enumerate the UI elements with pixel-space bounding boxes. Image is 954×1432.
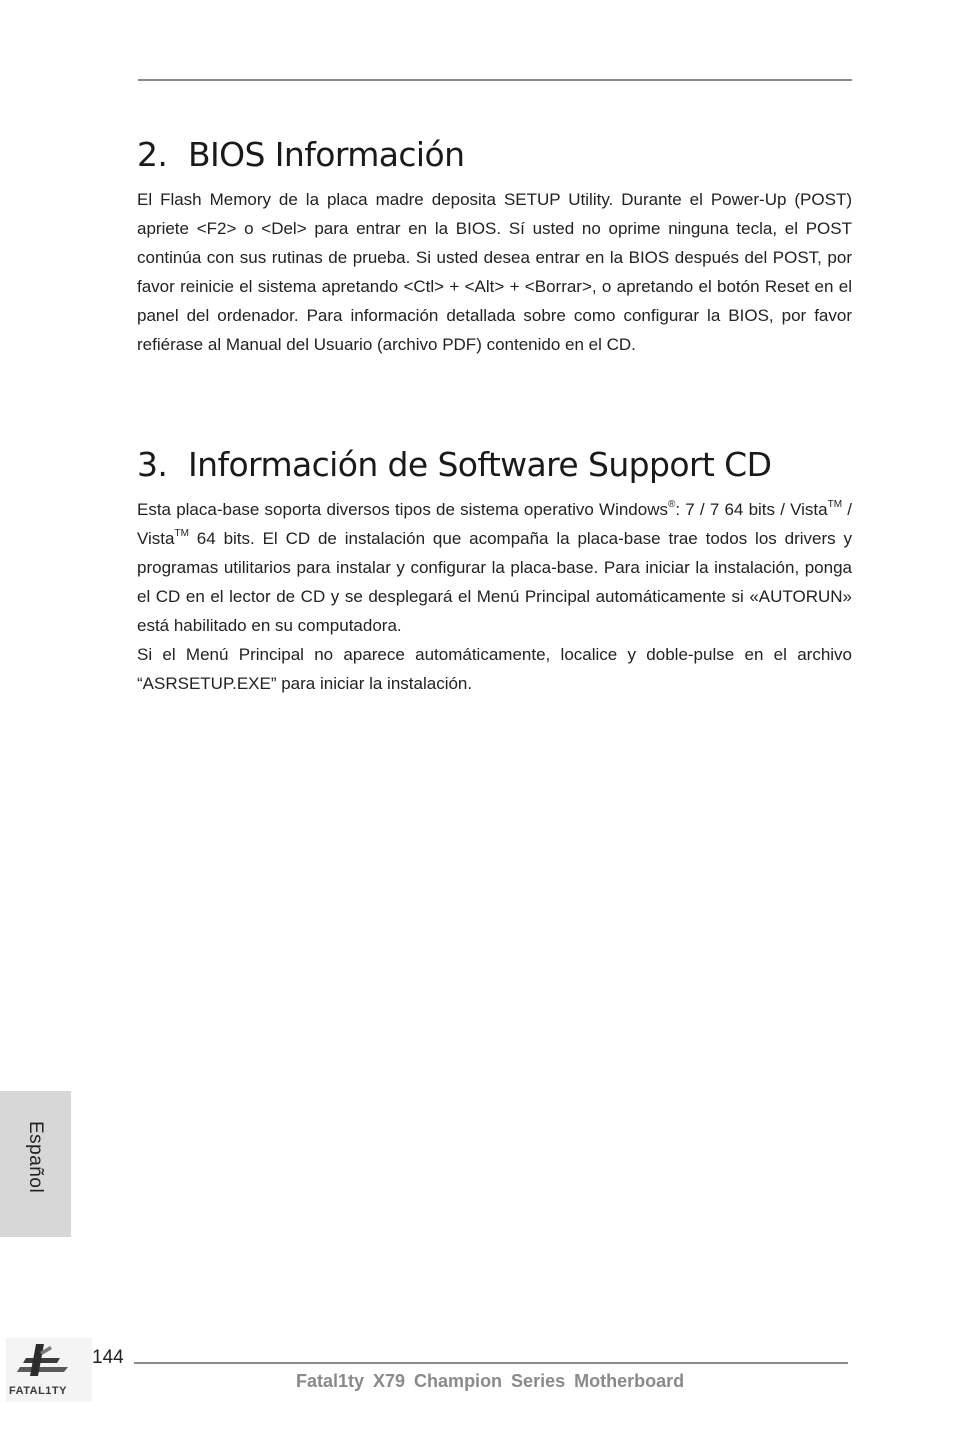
footer-title: Fatal1ty X79 Champion Series Motherboard <box>296 1371 685 1391</box>
bottom-rule <box>134 1362 848 1364</box>
registered-mark: ® <box>667 499 676 510</box>
section-heading-bios <box>137 135 464 174</box>
text-run: Esta placa-base soporta diversos tipos de sistema operativo Windows <box>137 500 668 519</box>
logo-wordmark: FATAL1TY <box>9 1385 67 1397</box>
language-label: Español <box>25 1121 46 1194</box>
language-tab <box>0 1091 71 1237</box>
section-number: 2. <box>137 135 168 174</box>
text-run: / Vista <box>137 500 852 548</box>
software-cd-paragraph <box>137 495 852 698</box>
trademark-mark: TM <box>827 499 843 510</box>
page-number: 144 <box>92 1347 124 1368</box>
text-run: : 7 / 7 64 bits / Vista <box>675 500 828 519</box>
section-heading-software-cd <box>137 445 771 484</box>
trademark-mark: TM <box>174 528 189 539</box>
text-run: Si el Menú Principal no aparece automáticamente, localice y doble-pulse en el archivo “ASRSETUP.EXE” para iniciar la instalación. <box>137 645 852 693</box>
top-rule <box>138 79 852 81</box>
section-number: 3. <box>137 445 168 484</box>
fatal1ty-logo <box>6 1338 92 1402</box>
section-title: Información de Software Support CD <box>188 445 772 484</box>
text-run: 64 bits. El CD de instalación que acompaña la placa-base trae todos los drivers y programas utilitarios para instalar y configurar la placa-base. Para iniciar la instalación, ponga el CD en el lector de CD y se desplegará el Menú Principal automáticamente si «AUTORUN» está habilitado en su computadora. <box>137 529 852 635</box>
section-title: BIOS Información <box>188 135 465 174</box>
bios-paragraph: El Flash Memory de la placa madre deposita SETUP Utility. Durante el Power-Up (POST) apriete <F2> o <Del> para entrar en la BIOS. Sí usted no oprime ninguna tecla, el POST continúa con sus rutinas de prueba. Si usted desea entrar en la BIOS después del POST, por favor reinicie el sistema apretando <Ctl> + <Alt> + <Borrar>, o apretando el botón Reset en el panel del ordenador. Para información detallada sobre como configurar la BIOS, por favor refiérase al Manual del Usuario (archivo PDF) contenido en el CD. <box>137 190 852 354</box>
